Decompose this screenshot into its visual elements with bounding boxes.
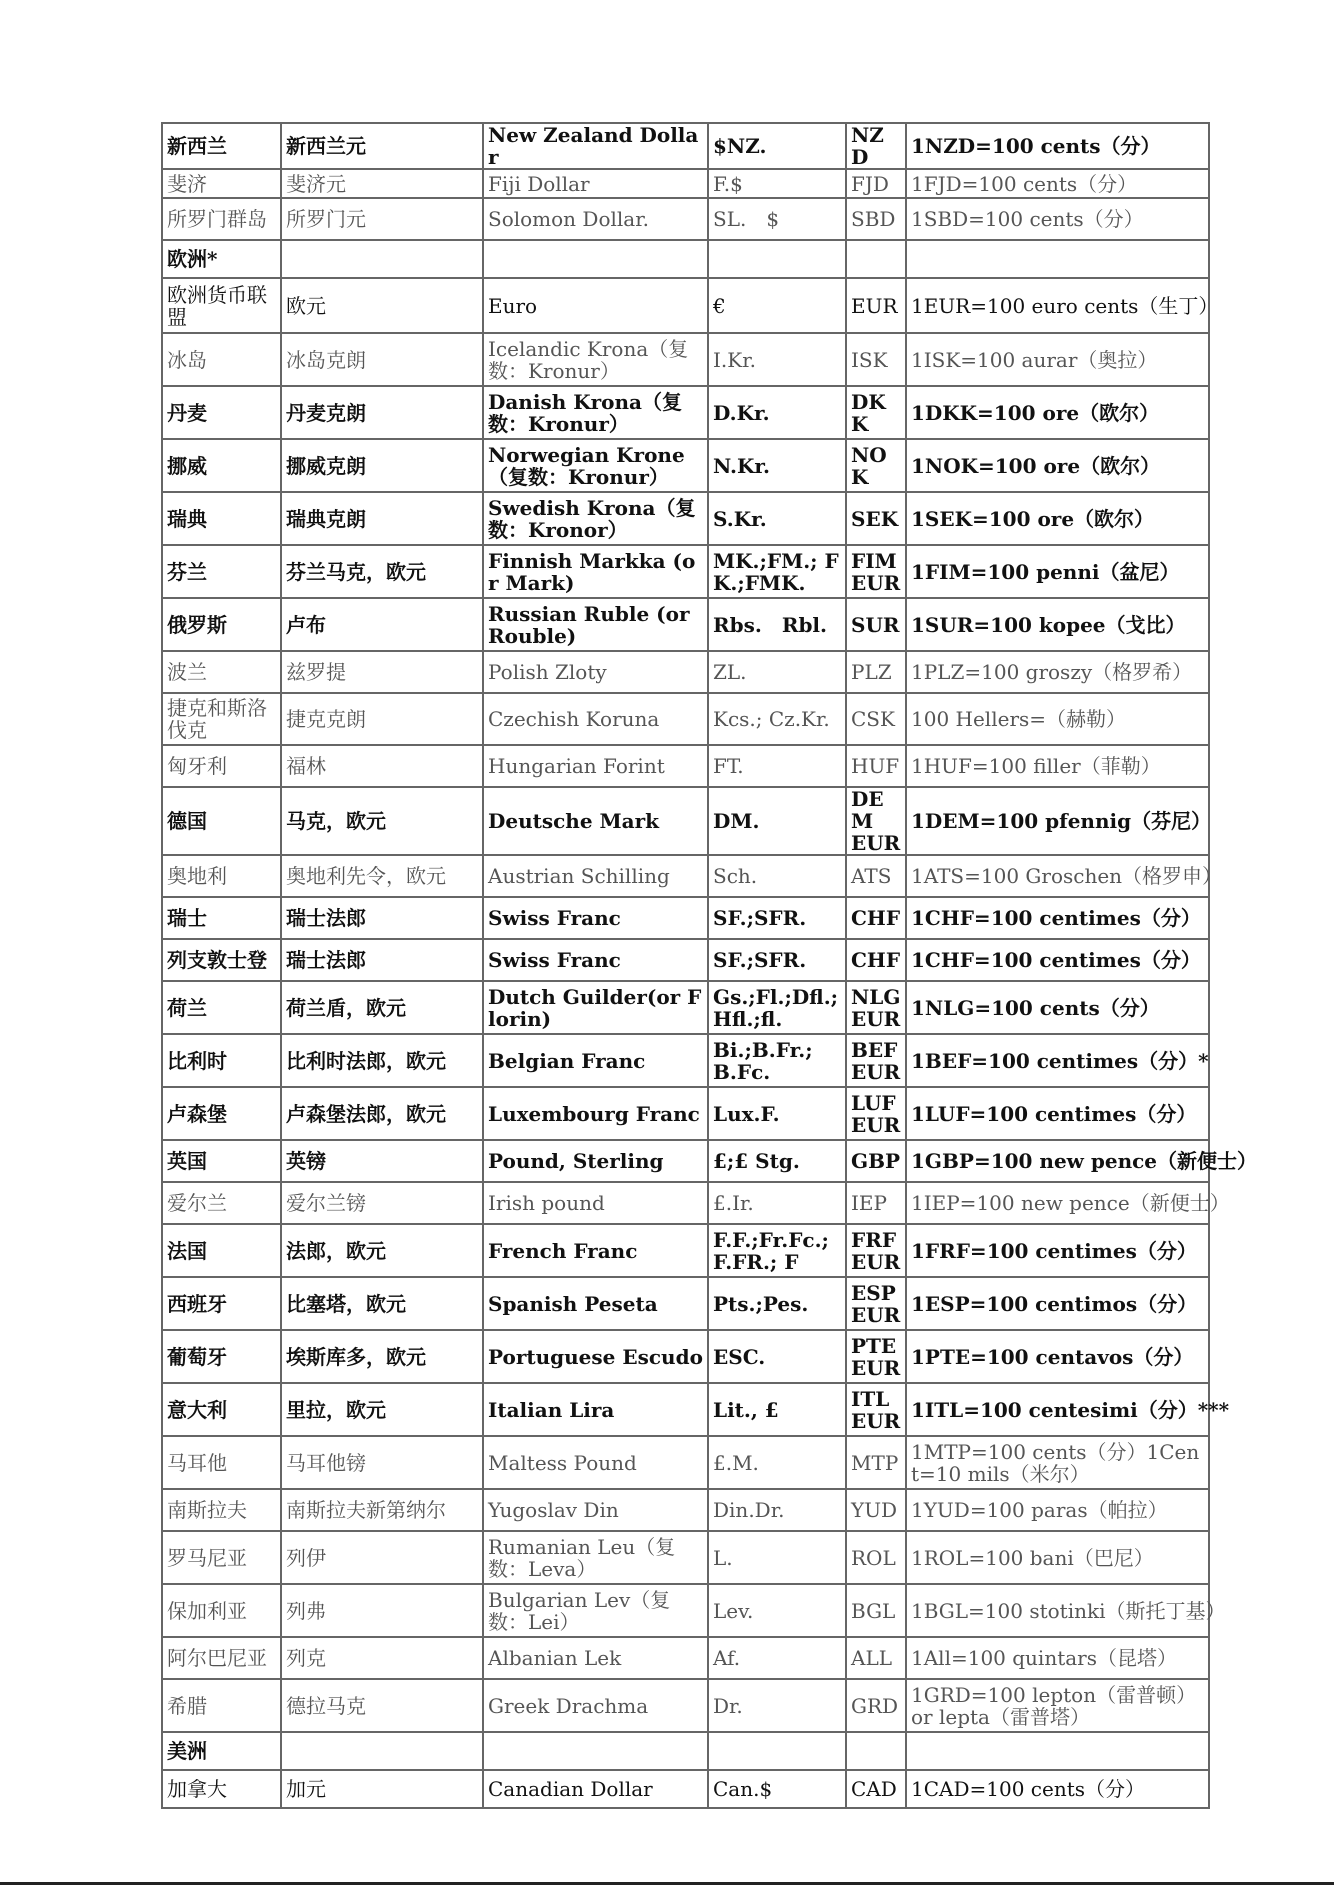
- code-cell: [846, 981, 906, 1034]
- symbol-cell: SL. $: [708, 198, 846, 240]
- table-row: [162, 981, 1209, 1034]
- page-bottom-rule: [0, 1882, 1334, 1885]
- symbol-cell: I.Kr.: [708, 333, 846, 386]
- currency-cell: 法郎，欧元: [281, 1224, 483, 1277]
- section-label: 欧洲*: [162, 240, 281, 278]
- symbol-cell: £.Ir.: [708, 1182, 846, 1224]
- country-cell: 列支敦士登: [162, 939, 281, 981]
- currency-code: FIM: [851, 548, 897, 573]
- symbol-cell: £.M.: [708, 1436, 846, 1489]
- symbol-cell: SF.;SFR.: [708, 897, 846, 939]
- currency-code: NOK: [851, 442, 887, 489]
- table-row: [162, 598, 1209, 651]
- english-name-cell: Dutch Guilder(or Florin): [483, 981, 708, 1034]
- country-cell: 卢森堡: [162, 1087, 281, 1140]
- english-name-cell: Portuguese Escudo: [483, 1330, 708, 1383]
- table-row: [162, 897, 1209, 939]
- currency-cell: 奥地利先令，欧元: [281, 855, 483, 897]
- empty-cell: [708, 1732, 846, 1770]
- currency-code: LUF: [851, 1090, 896, 1115]
- code-cell: [846, 1277, 906, 1330]
- symbol-cell: Lev.: [708, 1584, 846, 1637]
- country-cell: 比利时: [162, 1034, 281, 1087]
- table-row: [162, 1087, 1209, 1140]
- unit-cell: 1HUF=100 filler（菲勒）: [906, 745, 1209, 787]
- table-row: [162, 1770, 1209, 1808]
- currency-code: SEK: [851, 506, 899, 531]
- currency-cell: 丹麦克朗: [281, 386, 483, 439]
- country-cell: 俄罗斯: [162, 598, 281, 651]
- symbol-cell: Kcs.; Cz.Kr.: [708, 693, 846, 745]
- symbol-cell: $NZ.: [708, 123, 846, 169]
- currency-code: EUR: [851, 1112, 901, 1137]
- code-cell: [846, 386, 906, 439]
- unit-cell: 1NZD=100 cents（分）: [906, 123, 1209, 169]
- table-row: [162, 545, 1209, 598]
- symbol-cell: F.$: [708, 169, 846, 198]
- empty-cell: [483, 1732, 708, 1770]
- table-row: [162, 123, 1209, 169]
- country-cell: 匈牙利: [162, 745, 281, 787]
- code-cell: [846, 1087, 906, 1140]
- currency-code: EUR: [851, 831, 901, 855]
- unit-cell: 1SUR=100 kopee（戈比）: [906, 598, 1209, 651]
- table-row: [162, 1277, 1209, 1330]
- currency-code: ROL: [851, 1545, 896, 1570]
- code-cell: [846, 897, 906, 939]
- country-cell: 斐济: [162, 169, 281, 198]
- currency-cell: 斐济元: [281, 169, 483, 198]
- unit-cell: 1LUF=100 centimes（分）: [906, 1087, 1209, 1140]
- english-name-cell: French Franc: [483, 1224, 708, 1277]
- currency-cell: 爱尔兰镑: [281, 1182, 483, 1224]
- unit-cell: 1ITL=100 centesimi（分）***: [906, 1383, 1209, 1436]
- code-cell: [846, 1637, 906, 1679]
- country-cell: 捷克和斯洛伐克: [162, 693, 281, 745]
- currency-code: EUR: [851, 1302, 901, 1327]
- code-cell: [846, 855, 906, 897]
- country-cell: 挪威: [162, 439, 281, 492]
- code-cell: [846, 333, 906, 386]
- english-name-cell: Danish Krona（复数：Kronur）: [483, 386, 708, 439]
- symbol-cell: FT.: [708, 745, 846, 787]
- table-row: [162, 855, 1209, 897]
- code-cell: [846, 1436, 906, 1489]
- english-name-cell: Polish Zloty: [483, 651, 708, 693]
- code-cell: [846, 693, 906, 745]
- currency-cell: 德拉马克: [281, 1679, 483, 1732]
- country-cell: 瑞典: [162, 492, 281, 545]
- currency-code: CAD: [851, 1777, 897, 1801]
- country-cell: 葡萄牙: [162, 1330, 281, 1383]
- currency-cell: 荷兰盾，欧元: [281, 981, 483, 1034]
- symbol-cell: €: [708, 278, 846, 333]
- symbol-cell: £;£ Stg.: [708, 1140, 846, 1182]
- currency-code: FJD: [851, 171, 889, 196]
- country-cell: 所罗门群岛: [162, 198, 281, 240]
- english-name-cell: New Zealand Dollar: [483, 123, 708, 169]
- currency-cell: 卢森堡法郎，欧元: [281, 1087, 483, 1140]
- empty-cell: [846, 1732, 906, 1770]
- unit-cell: 1FRF=100 centimes（分）: [906, 1224, 1209, 1277]
- empty-cell: [483, 240, 708, 278]
- unit-cell: 1CHF=100 centimes（分）: [906, 939, 1209, 981]
- currency-cell: 马克，欧元: [281, 787, 483, 855]
- country-cell: 南斯拉夫: [162, 1489, 281, 1531]
- table-row: [162, 198, 1209, 240]
- currency-cell: 南斯拉夫新第纳尔: [281, 1489, 483, 1531]
- currency-cell: 列弗: [281, 1584, 483, 1637]
- table-row: [162, 1383, 1209, 1436]
- currency-cell: 芬兰马克，欧元: [281, 545, 483, 598]
- code-cell: [846, 939, 906, 981]
- country-cell: 荷兰: [162, 981, 281, 1034]
- currency-cell: 比利时法郎，欧元: [281, 1034, 483, 1087]
- english-name-cell: Pound, Sterling: [483, 1140, 708, 1182]
- symbol-cell: Gs.;Fl.;Dfl.; Hfl.;fl.: [708, 981, 846, 1034]
- currency-code: PLZ: [851, 660, 892, 684]
- symbol-cell: Dr.: [708, 1679, 846, 1732]
- unit-cell: 100 Hellers=（赫勒）: [906, 693, 1209, 745]
- country-cell: 丹麦: [162, 386, 281, 439]
- code-cell: [846, 1584, 906, 1637]
- unit-cell: 1BGL=100 stotinki（斯托丁基）: [906, 1584, 1209, 1637]
- code-cell: [846, 1489, 906, 1531]
- currency-cell: 马耳他镑: [281, 1436, 483, 1489]
- table-row: [162, 278, 1209, 333]
- currency-cell: 冰岛克朗: [281, 333, 483, 386]
- currency-code: SUR: [851, 612, 900, 637]
- currency-cell: 列伊: [281, 1531, 483, 1584]
- currency-code: EUR: [851, 293, 898, 318]
- table-row: [162, 1436, 1209, 1489]
- unit-cell: 1ROL=100 bani（巴尼）: [906, 1531, 1209, 1584]
- english-name-cell: Irish pound: [483, 1182, 708, 1224]
- table-row: [162, 169, 1209, 198]
- table-row: [162, 1637, 1209, 1679]
- country-cell: 加拿大: [162, 1770, 281, 1808]
- currency-code: ISK: [851, 347, 888, 372]
- english-name-cell: Bulgarian Lev（复数：Lei）: [483, 1584, 708, 1637]
- english-name-cell: Euro: [483, 278, 708, 333]
- currency-code: DEM: [851, 787, 884, 833]
- country-cell: 法国: [162, 1224, 281, 1277]
- code-cell: [846, 1034, 906, 1087]
- unit-cell: 1CAD=100 cents（分）: [906, 1770, 1209, 1808]
- currency-code: ATS: [851, 864, 892, 888]
- symbol-cell: Rbs. Rbl.: [708, 598, 846, 651]
- section-row: [162, 240, 1209, 278]
- country-cell: 新西兰: [162, 123, 281, 169]
- currency-code: NLG: [851, 984, 901, 1009]
- currency-code: EUR: [851, 1408, 901, 1433]
- currency-code: CSK: [851, 707, 895, 731]
- table-row: [162, 1034, 1209, 1087]
- symbol-cell: Din.Dr.: [708, 1489, 846, 1531]
- country-cell: 保加利亚: [162, 1584, 281, 1637]
- code-cell: [846, 598, 906, 651]
- code-cell: [846, 169, 906, 198]
- country-cell: 冰岛: [162, 333, 281, 386]
- unit-cell: 1BEF=100 centimes（分）*: [906, 1034, 1209, 1087]
- symbol-cell: MK.;FM.; FK.;FMK.: [708, 545, 846, 598]
- country-cell: 希腊: [162, 1679, 281, 1732]
- table-row: [162, 1140, 1209, 1182]
- currency-code: EUR: [851, 1006, 901, 1031]
- country-cell: 意大利: [162, 1383, 281, 1436]
- country-cell: 芬兰: [162, 545, 281, 598]
- english-name-cell: Belgian Franc: [483, 1034, 708, 1087]
- currency-code: CHF: [851, 948, 901, 972]
- unit-cell: 1DKK=100 ore（欧尔）: [906, 386, 1209, 439]
- table-row: [162, 1489, 1209, 1531]
- currency-code: ALL: [851, 1646, 893, 1670]
- currency-code: HUF: [851, 754, 900, 778]
- empty-cell: [281, 1732, 483, 1770]
- unit-cell: 1NLG=100 cents（分）: [906, 981, 1209, 1034]
- code-cell: [846, 123, 906, 169]
- english-name-cell: Canadian Dollar: [483, 1770, 708, 1808]
- english-name-cell: Rumanian Leu（复数：Leva）: [483, 1531, 708, 1584]
- country-cell: 波兰: [162, 651, 281, 693]
- code-cell: [846, 1679, 906, 1732]
- code-cell: [846, 1770, 906, 1808]
- english-name-cell: Maltess Pound: [483, 1436, 708, 1489]
- symbol-cell: SF.;SFR.: [708, 939, 846, 981]
- unit-cell: 1IEP=100 new pence（新便士）: [906, 1182, 1209, 1224]
- english-name-cell: Yugoslav Din: [483, 1489, 708, 1531]
- currency-cell: 新西兰元: [281, 123, 483, 169]
- table-row: [162, 745, 1209, 787]
- currency-cell: 瑞典克朗: [281, 492, 483, 545]
- currency-code: GBP: [851, 1149, 901, 1173]
- code-cell: [846, 1330, 906, 1383]
- code-cell: [846, 1182, 906, 1224]
- country-cell: 欧洲货币联盟: [162, 278, 281, 333]
- english-name-cell: Russian Ruble (or Rouble): [483, 598, 708, 651]
- symbol-cell: ESC.: [708, 1330, 846, 1383]
- english-name-cell: Greek Drachma: [483, 1679, 708, 1732]
- country-cell: 瑞士: [162, 897, 281, 939]
- currency-code: YUD: [851, 1498, 898, 1522]
- currency-cell: 埃斯库多，欧元: [281, 1330, 483, 1383]
- code-cell: [846, 1224, 906, 1277]
- unit-cell: 1FJD=100 cents（分）: [906, 169, 1209, 198]
- country-cell: 罗马尼亚: [162, 1531, 281, 1584]
- unit-cell: 1SEK=100 ore（欧尔）: [906, 492, 1209, 545]
- country-cell: 英国: [162, 1140, 281, 1182]
- unit-cell: 1SBD=100 cents（分）: [906, 198, 1209, 240]
- unit-cell: 1YUD=100 paras（帕拉）: [906, 1489, 1209, 1531]
- unit-cell: 1All=100 quintars（昆塔）: [906, 1637, 1209, 1679]
- unit-cell: 1GBP=100 new pence（新便士）: [906, 1140, 1209, 1182]
- currency-cell: 挪威克朗: [281, 439, 483, 492]
- currency-cell: 所罗门元: [281, 198, 483, 240]
- symbol-cell: S.Kr.: [708, 492, 846, 545]
- table-row: [162, 1182, 1209, 1224]
- symbol-cell: Sch.: [708, 855, 846, 897]
- code-cell: [846, 745, 906, 787]
- symbol-cell: Lux.F.: [708, 1087, 846, 1140]
- code-cell: [846, 1140, 906, 1182]
- currency-code: DKK: [851, 389, 886, 436]
- currency-code: MTP: [851, 1450, 899, 1475]
- currency-code: CHF: [851, 906, 901, 930]
- country-cell: 爱尔兰: [162, 1182, 281, 1224]
- currency-code: FRF: [851, 1227, 897, 1252]
- unit-cell: 1ATS=100 Groschen（格罗申）: [906, 855, 1209, 897]
- currency-code: IEP: [851, 1191, 887, 1215]
- unit-cell: 1EUR=100 euro cents（生丁）: [906, 278, 1209, 333]
- english-name-cell: Fiji Dollar: [483, 169, 708, 198]
- currency-cell: 瑞士法郎: [281, 939, 483, 981]
- symbol-cell: Lit., £: [708, 1383, 846, 1436]
- country-cell: 阿尔巴尼亚: [162, 1637, 281, 1679]
- symbol-cell: DM.: [708, 787, 846, 855]
- table-row: [162, 1224, 1209, 1277]
- currency-cell: 列克: [281, 1637, 483, 1679]
- currency-cell: 捷克克朗: [281, 693, 483, 745]
- currency-code: BEF: [851, 1037, 898, 1062]
- empty-cell: [906, 1732, 1209, 1770]
- english-name-cell: Hungarian Forint: [483, 745, 708, 787]
- table-body: [162, 123, 1258, 1808]
- empty-cell: [708, 240, 846, 278]
- currency-code: EUR: [851, 1355, 901, 1380]
- code-cell: [846, 439, 906, 492]
- currency-code: BGL: [851, 1598, 896, 1623]
- unit-cell: 1NOK=100 ore（欧尔）: [906, 439, 1209, 492]
- code-cell: [846, 198, 906, 240]
- currency-code: EUR: [851, 570, 901, 595]
- code-cell: [846, 787, 906, 855]
- country-cell: 马耳他: [162, 1436, 281, 1489]
- currency-cell: 里拉，欧元: [281, 1383, 483, 1436]
- currency-cell: 比塞塔，欧元: [281, 1277, 483, 1330]
- english-name-cell: Italian Lira: [483, 1383, 708, 1436]
- symbol-cell: ZL.: [708, 651, 846, 693]
- english-name-cell: Swedish Krona（复数：Kronor）: [483, 492, 708, 545]
- english-name-cell: Finnish Markka (or Mark): [483, 545, 708, 598]
- english-name-cell: Czechish Koruna: [483, 693, 708, 745]
- currency-code: ITL: [851, 1386, 890, 1411]
- english-name-cell: Norwegian Krone（复数：Kronur）: [483, 439, 708, 492]
- unit-cell: 1FIM=100 penni（盆尼）: [906, 545, 1209, 598]
- code-cell: [846, 278, 906, 333]
- table-row: [162, 1330, 1209, 1383]
- symbol-cell: Can.$: [708, 1770, 846, 1808]
- currency-code: PTE: [851, 1333, 897, 1358]
- table-row: [162, 1584, 1209, 1637]
- english-name-cell: Albanian Lek: [483, 1637, 708, 1679]
- table-row: [162, 333, 1209, 386]
- unit-cell: 1PLZ=100 groszy（格罗希）: [906, 651, 1209, 693]
- table-row: [162, 693, 1209, 745]
- english-name-cell: Austrian Schilling: [483, 855, 708, 897]
- currency-table: [161, 122, 1258, 1809]
- currency-cell: 欧元: [281, 278, 483, 333]
- country-cell: 德国: [162, 787, 281, 855]
- empty-cell: [281, 240, 483, 278]
- unit-cell: 1ESP=100 centimos（分）: [906, 1277, 1209, 1330]
- currency-code: EUR: [851, 1249, 901, 1274]
- currency-cell: 兹罗提: [281, 651, 483, 693]
- table-row: [162, 1679, 1209, 1732]
- empty-cell: [906, 240, 1209, 278]
- code-cell: [846, 492, 906, 545]
- currency-code: SBD: [851, 207, 896, 231]
- english-name-cell: Icelandic Krona（复数：Kronur）: [483, 333, 708, 386]
- code-cell: [846, 545, 906, 598]
- table-row: [162, 386, 1209, 439]
- currency-cell: 瑞士法郎: [281, 897, 483, 939]
- table-row: [162, 1531, 1209, 1584]
- section-label: 美洲: [162, 1732, 281, 1770]
- unit-cell: 1CHF=100 centimes（分）: [906, 897, 1209, 939]
- currency-cell: 福林: [281, 745, 483, 787]
- symbol-cell: L.: [708, 1531, 846, 1584]
- table-row: [162, 439, 1209, 492]
- unit-cell: 1ISK=100 aurar（奥拉）: [906, 333, 1209, 386]
- english-name-cell: Swiss Franc: [483, 897, 708, 939]
- code-cell: [846, 1383, 906, 1436]
- symbol-cell: Af.: [708, 1637, 846, 1679]
- english-name-cell: Deutsche Mark: [483, 787, 708, 855]
- table-row: [162, 651, 1209, 693]
- unit-cell: 1MTP=100 cents（分）1Cent=10 mils（米尔）: [906, 1436, 1209, 1489]
- unit-cell: 1GRD=100 lepton（雷普顿）or lepta（雷普塔）: [906, 1679, 1209, 1732]
- symbol-cell: N.Kr.: [708, 439, 846, 492]
- currency-cell: 英镑: [281, 1140, 483, 1182]
- english-name-cell: Solomon Dollar.: [483, 198, 708, 240]
- currency-code: EUR: [851, 1059, 901, 1084]
- unit-cell: 1DEM=100 pfennig（芬尼）: [906, 787, 1209, 855]
- country-cell: 奥地利: [162, 855, 281, 897]
- table-row: [162, 939, 1209, 981]
- symbol-cell: Bi.;B.Fr.; B.Fc.: [708, 1034, 846, 1087]
- unit-cell: 1PTE=100 centavos（分）: [906, 1330, 1209, 1383]
- currency-cell: 卢布: [281, 598, 483, 651]
- table-row: [162, 492, 1209, 545]
- english-name-cell: Swiss Franc: [483, 939, 708, 981]
- section-row: [162, 1732, 1209, 1770]
- currency-cell: 加元: [281, 1770, 483, 1808]
- english-name-cell: Spanish Peseta: [483, 1277, 708, 1330]
- code-cell: [846, 651, 906, 693]
- code-cell: [846, 1531, 906, 1584]
- currency-code: GRD: [851, 1693, 899, 1718]
- currency-code: ESP: [851, 1280, 896, 1305]
- empty-cell: [846, 240, 906, 278]
- country-cell: 西班牙: [162, 1277, 281, 1330]
- symbol-cell: F.F.;Fr.Fc.; F.FR.; F: [708, 1224, 846, 1277]
- currency-code: NZD: [851, 123, 884, 169]
- symbol-cell: Pts.;Pes.: [708, 1277, 846, 1330]
- english-name-cell: Luxembourg Franc: [483, 1087, 708, 1140]
- table-row: [162, 787, 1209, 855]
- symbol-cell: D.Kr.: [708, 386, 846, 439]
